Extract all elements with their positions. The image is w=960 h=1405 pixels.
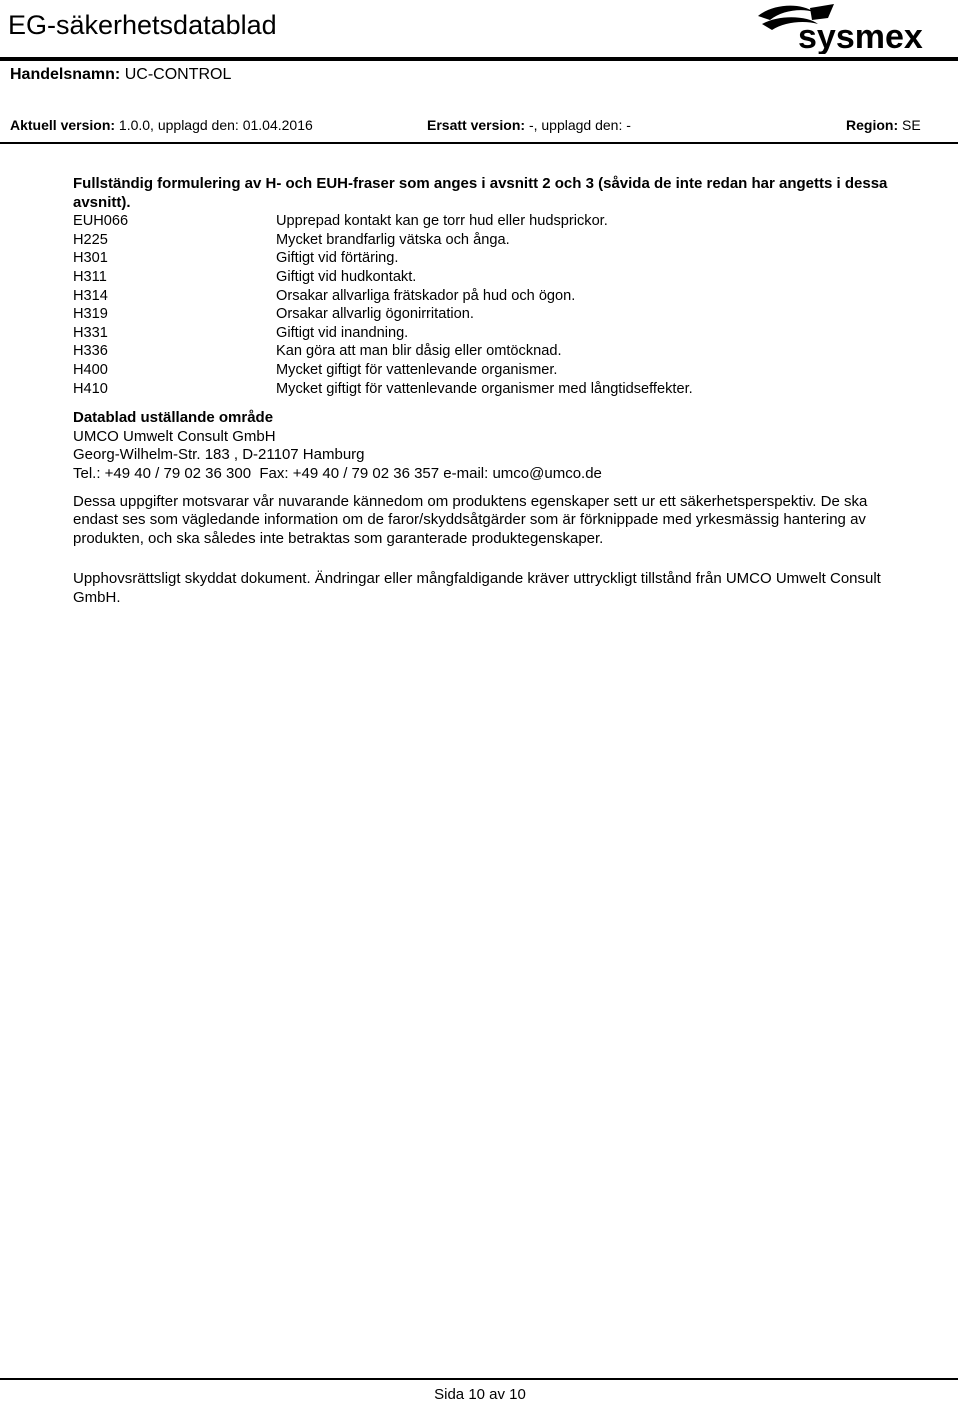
hazard-text: Giftigt vid hudkontakt. (276, 268, 417, 285)
meta-rule (0, 142, 958, 144)
hazard-code: H400 (73, 361, 108, 378)
footer-rule (0, 1378, 958, 1380)
replaced-version-label: Ersatt version: (427, 117, 526, 133)
header-rule (0, 57, 958, 61)
issuer-contact: Tel.: +49 40 / 79 02 36 300 Fax: +49 40 / 79 02 36 357 e-mail: umco@umco.de (73, 464, 602, 482)
hazard-text: Upprepad kontakt kan ge torr hud eller hudsprickor. (276, 213, 608, 230)
hazard-code: H225 (73, 231, 108, 248)
hazard-code: H314 (73, 287, 108, 304)
region-value: SE (902, 117, 921, 133)
current-version-value: 1.0.0, upplagd den: 01.04.2016 (118, 117, 313, 133)
issuer-section-title: Datablad uställande område (73, 409, 274, 427)
hazard-phrase-row (73, 231, 913, 250)
trade-name-value: UC-CONTROL (124, 66, 232, 83)
hazard-code: H311 (73, 268, 107, 285)
hazard-text: Orsakar allvarliga frätskador på hud och ögon. (276, 287, 576, 304)
copyright-paragraph: Upphovsrättsligt skyddat dokument. Ändringar eller mångfaldigande kräver uttryckligt tillstånd från UMCO Umwelt Consult GmbH. (73, 570, 881, 606)
hazard-text: Mycket giftigt för vattenlevande organismer med långtidseffekter. (276, 380, 693, 397)
current-version (10, 115, 313, 135)
hazard-code: H331 (73, 324, 108, 341)
document-title: EG-säkerhetsdatablad (8, 10, 277, 40)
hazard-phrase-row (73, 268, 913, 287)
hazard-phrase-row (73, 305, 913, 324)
hazard-text: Kan göra att man blir dåsig eller omtöcknad. (276, 343, 562, 360)
hazard-text: Giftigt vid förtäring. (276, 250, 399, 267)
trade-name-label: Handelsnamn: (10, 66, 121, 83)
hazard-code: EUH066 (73, 213, 129, 230)
current-version-label: Aktuell version: (10, 117, 116, 133)
region (846, 115, 921, 135)
hazard-phrase-row (73, 361, 913, 380)
trade-name (10, 64, 231, 86)
logo-wordmark: sysmex (798, 18, 923, 54)
sysmex-logo (752, 2, 924, 54)
hazard-text: Orsakar allvarlig ögonirritation. (276, 306, 474, 323)
disclaimer-paragraph: Dessa uppgifter motsvarar vår nuvarande kännedom om produktens egenskaper sett ur ett säkerhetsperspektiv. De ska endast ses som vägledande information om de faror/skyddsåtgärder som är förknippade med yrkesmässig hantering av produkten, och ska således inte betraktas som garanterade produktegenskaper. (73, 492, 868, 547)
issuer-address: Georg-Wilhelm-Str. 183 , D-21107 Hamburg (73, 446, 365, 464)
replaced-version (427, 115, 631, 135)
issuer-company: UMCO Umwelt Consult GmbH (73, 427, 276, 445)
hazard-text: Mycket giftigt för vattenlevande organismer. (276, 361, 558, 378)
page-number: Sida 10 av 10 (434, 1386, 526, 1403)
region-label: Region: (846, 117, 899, 133)
hazard-phrase-row (73, 380, 913, 399)
hazard-phrase-row (73, 342, 913, 361)
hazard-phrase-list (73, 212, 913, 398)
hazard-text: Giftigt vid inandning. (276, 324, 409, 341)
hazard-phrase-row (73, 212, 913, 231)
hazard-code: H410 (73, 380, 108, 397)
replaced-version-value: -, upplagd den: - (528, 117, 631, 133)
hazard-code: H301 (73, 250, 108, 267)
hazard-code: H319 (73, 306, 108, 323)
hazard-code: H336 (73, 343, 108, 360)
hazard-phrase-row (73, 249, 913, 268)
hazard-phrase-row (73, 287, 913, 306)
hazard-phrase-row (73, 324, 913, 343)
document-body (73, 175, 913, 607)
hazard-section-heading: Fullständig formulering av H- och EUH-fraser som anges i avsnitt 2 och 3 (såvida de inte redan har angetts i dessa avsnitt). (73, 175, 888, 211)
hazard-text: Mycket brandfarlig vätska och ånga. (276, 231, 510, 248)
